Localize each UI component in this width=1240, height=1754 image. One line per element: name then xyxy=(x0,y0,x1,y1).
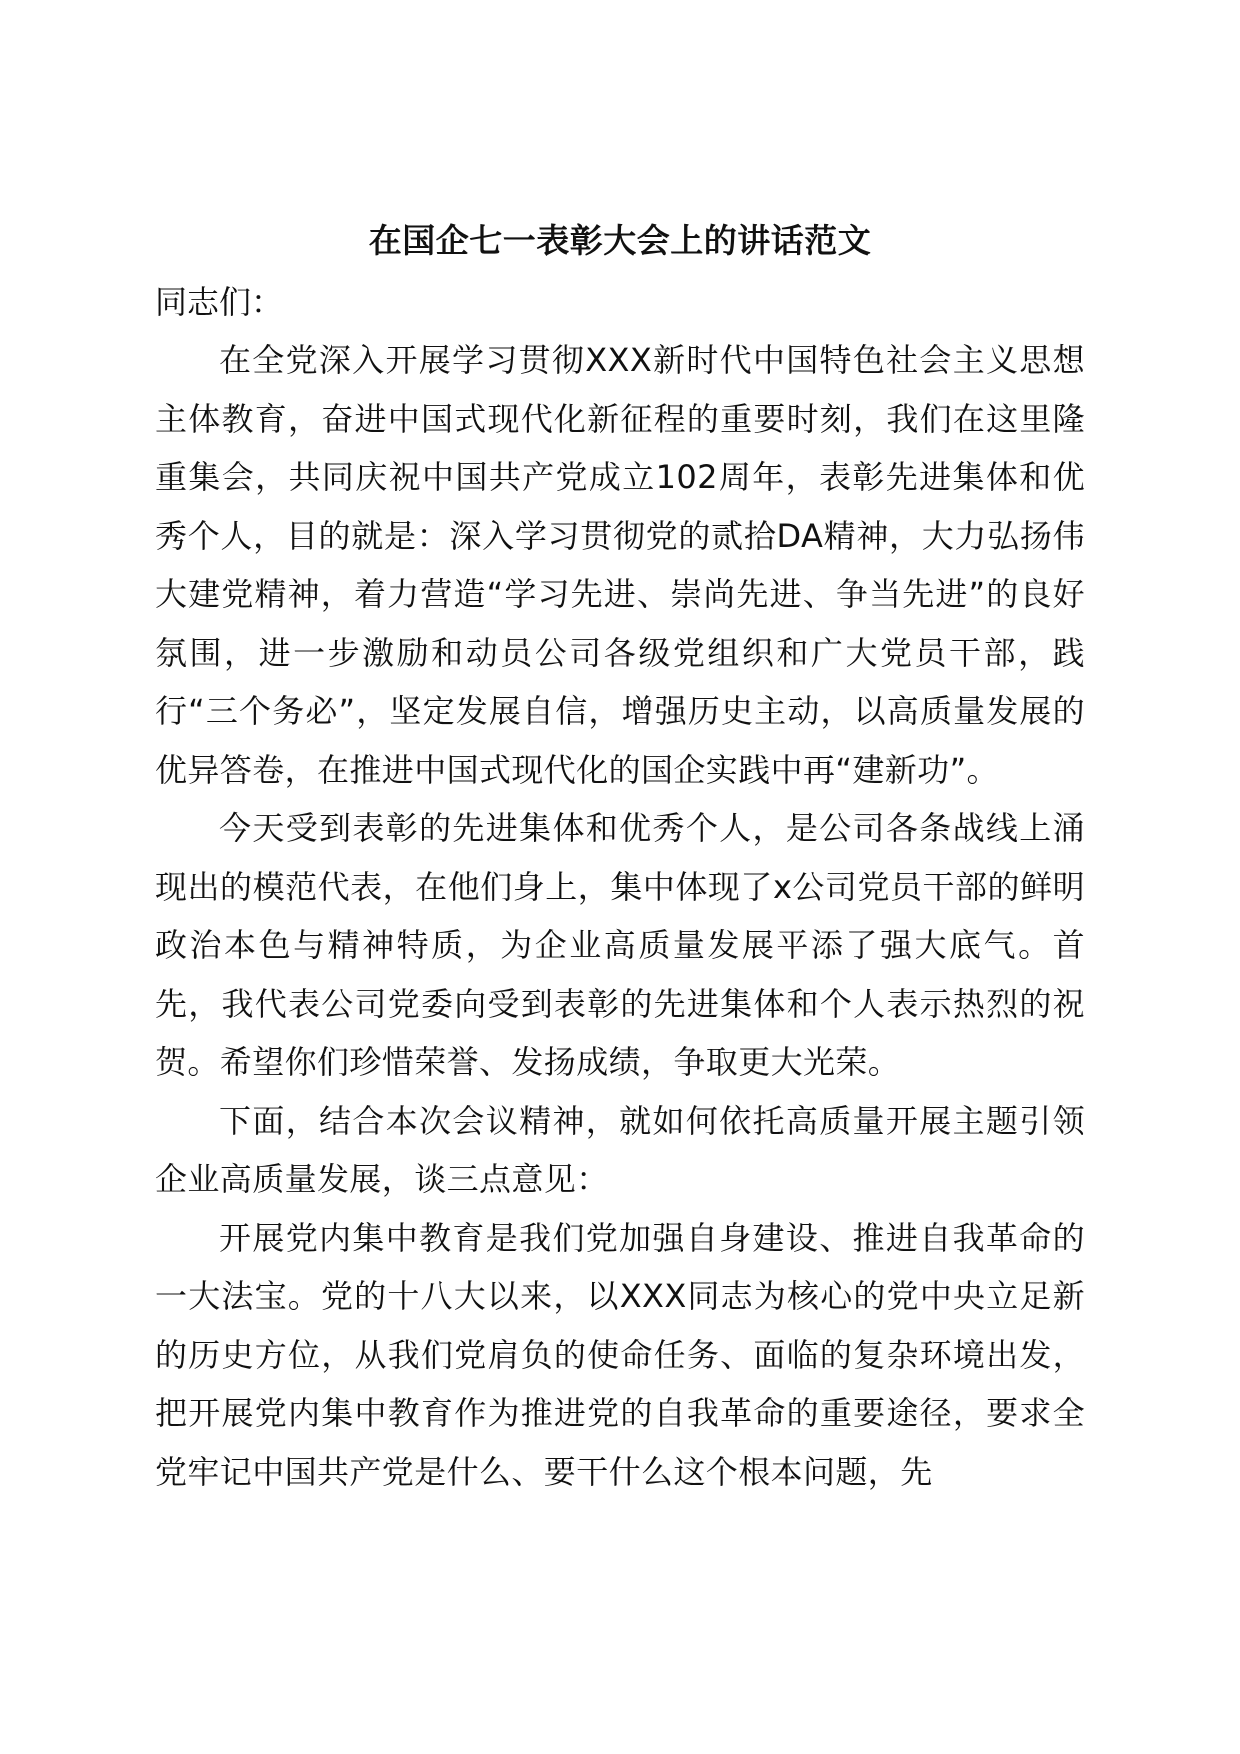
paragraph-3: 下面，结合本次会议精神，就如何依托高质量开展主题引领企业高质量发展，谈三点意见： xyxy=(155,1101,1085,1198)
greeting: 同志们： xyxy=(155,283,284,321)
paragraph-1: 在全党深入开展学习贯彻XXX新时代中国特色社会主义思想主体教育，奋进中国式现代化新征程的重要时刻，我们在这里隆重集会，共同庆祝中国共产党成立102周年，表彰先进集体和优秀个人，目的就是：深入学习贯彻党的贰拾DA精神，大力弘扬伟大建党精神，着力营造“学习先进、崇尚先进、争当先进”的良好氛围，进一步激励和动员公司各级党组织和广大党员干部，践行“三个务必”，坚定发展自信，增强历史主动，以高质量发展的优异答卷，在推进中国式现代化的国企实践中再“建新功”。 xyxy=(155,341,1085,789)
document-page xyxy=(155,215,1085,1501)
paragraph-2: 今天受到表彰的先进集体和优秀个人，是公司各条战线上涌现出的模范代表，在他们身上，集中体现了x公司党员干部的鲜明政治本色与精神特质，为企业高质量发展平添了强大底气。首先，我代表公司党委向受到表彰的先进集体和个人表示热烈的祝贺。希望你们珍惜荣誉、发扬成绩，争取更大光荣。 xyxy=(155,809,1085,1081)
document-title: 在国企七一表彰大会上的讲话范文 xyxy=(368,221,872,260)
paragraph-4: 开展党内集中教育是我们党加强自身建设、推进自我革命的一大法宝。党的十八大以来，以XXX同志为核心的党中央立足新的历史方位，从我们党肩负的使命任务、面临的复杂环境出发，把开展党内集中教育作为推进党的自我革命的重要途径，要求全党牢记中国共产党是什么、要干什么这个根本问题，先 xyxy=(155,1218,1085,1491)
